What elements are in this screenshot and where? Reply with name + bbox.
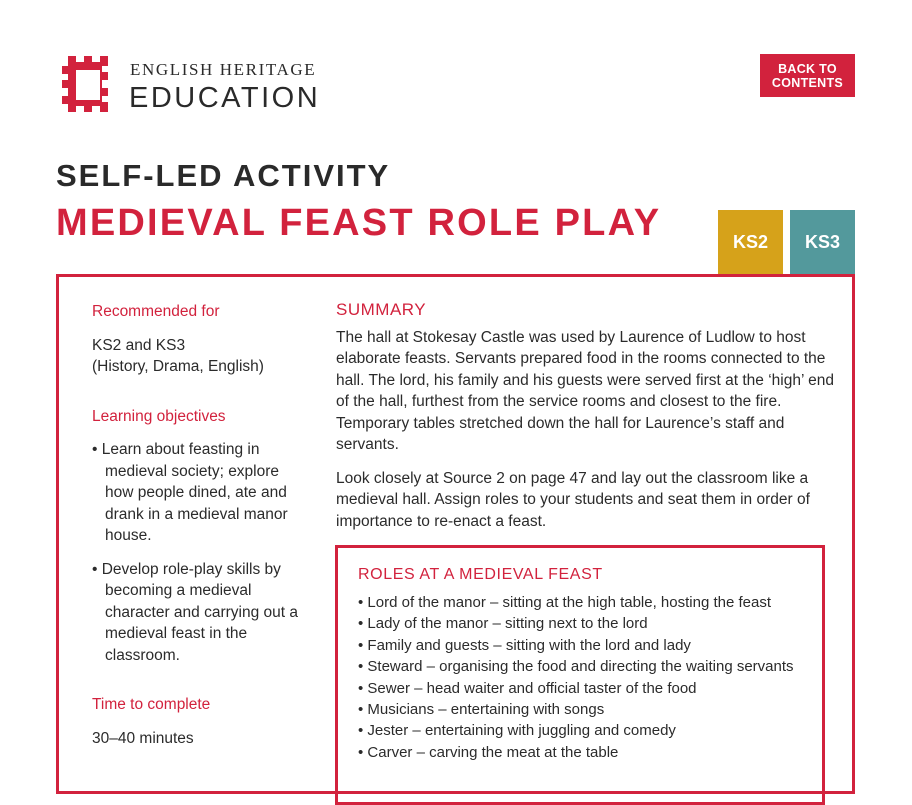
roles-list: [358, 592, 802, 763]
roles-box: [335, 545, 825, 805]
badge-ks2: KS2: [718, 210, 783, 274]
activity-panel: [56, 274, 855, 794]
list-item: • Develop role-play skills by becoming a medieval character and carrying out a medieval feast in the classroom.: [92, 560, 298, 664]
list-item: • Carver – carving the meat at the table: [358, 743, 619, 761]
brand-name: ENGLISH HERITAGE: [130, 60, 317, 79]
list-item: • Lady of the manor – sitting next to the lord: [358, 615, 648, 633]
sidebar: [92, 301, 302, 777]
brand-subtitle: EDUCATION: [129, 82, 321, 114]
recommended-heading: Recommended for: [92, 303, 220, 320]
time-value: 30–40 minutes: [92, 729, 194, 747]
summary-heading: SUMMARY: [336, 300, 427, 319]
english-heritage-logo-icon: [55, 56, 115, 114]
roles-heading: ROLES AT A MEDIEVAL FEAST: [358, 566, 603, 583]
list-item: • Musicians – entertaining with songs: [358, 701, 605, 719]
recommended-subjects: (History, Drama, English): [92, 358, 264, 375]
list-item: • Steward – organising the food and directing the waiting servants: [358, 658, 794, 676]
badge-ks3: KS3: [790, 210, 855, 274]
back-to-contents-button[interactable]: BACK TO CONTENTS: [760, 54, 855, 97]
list-item: • Sewer – head waiter and official taster of the food: [358, 679, 697, 697]
page-title: MEDIEVAL FEAST ROLE PLAY: [56, 202, 662, 244]
list-item: • Jester – entertaining with juggling and comedy: [358, 722, 676, 740]
list-item: • Family and guests – sitting with the lord and lady: [358, 636, 691, 654]
activity-kicker: SELF-LED ACTIVITY: [56, 158, 391, 193]
list-item: • Learn about feasting in medieval society; explore how people dined, ate and drank in a medieval manor house.: [92, 441, 288, 544]
time-heading: Time to complete: [92, 696, 211, 713]
list-item: • Lord of the manor – sitting at the high table, hosting the feast: [358, 594, 772, 611]
summary-section: [336, 299, 836, 544]
recommended-text: [92, 335, 302, 378]
summary-paragraph: Look closely at Source 2 on page 47 and lay out the classroom like a medieval hall. Assign roles to your students and seat them in order of importance to re-enact a feast.: [336, 469, 810, 530]
objectives-list: [92, 439, 302, 666]
recommended-levels: KS2 and KS3: [92, 336, 186, 354]
objectives-heading: Learning objectives: [92, 407, 226, 425]
summary-paragraph: The hall at Stokesay Castle was used by Laurence of Ludlow to host elaborate feasts. Servants prepared food in the rooms connected to the hall. The lord, his family and his guests were served first at the ‘high’ end of the hall, furthest from the service rooms and closest to the fire. Temporary tables stretched down the hall for Laurence’s staff and servants.: [336, 328, 834, 453]
